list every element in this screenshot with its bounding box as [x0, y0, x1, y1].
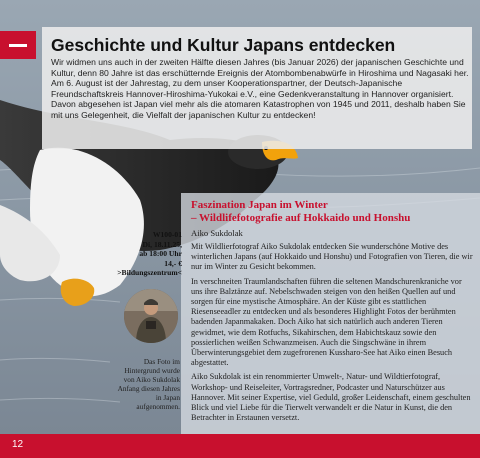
article-title-line2: – Wildlifefotografie auf Hokkaido und Honshu	[191, 212, 411, 224]
event-info	[112, 230, 182, 278]
article-author: Aiko Sukdolak	[191, 228, 243, 238]
article-paragraph: In verschneiten Traumlandschaften führen die seltenen Mandschurenkraniche vor uns ihre Balztänze auf. Nebelschwaden steigen von den heißen Quellen auf und sorgen für eine mystische Atmosphäre. An der Küste gibt es stattlichen Riesenseeadler zu entdecken und als besonderes Highlight Fotos der berühmten badenden Japanmakaken. Doch Aiko hat sich natürlich auch anderen Tieren gewidmet, wie dem Rotfuchs, Sikahirschen, dem Habichtskauz sowie den possierlichen weißen Schwanzmeisen. Auch die Singschwäne in ihrem Überwinterungsgebiet dem zugefrorenen Kussharo-See hat Aiko einen Besuch abgestattet.	[191, 276, 462, 368]
intro-text: Wir widmen uns auch in der zweiten Hälfte diesen Jahres (bis Januar 2026) der japanischen Geschichte und Kultur, denn 80 Jahre ist das erschütternde Ereignis der Atombombenabwürfe in Hiroshima und Nagasaki her. Am 6. August ist der Jahrestag, zu dem unser Kooperationspartner, der Deutsch-Japanische Freundschaftskreis Hannover-Hiroshima-Yukokai e.V., eine Gedenkveranstaltung in Hannover organisiert. Davon abgesehen ist Japan viel mehr als die atomaren Katastrophen von 1945 und 2011, deshalb haben Sie mit uns Gelegenheit, die Vielfalt der japanischen Kultur zu entdecken!	[51, 57, 469, 120]
author-portrait	[124, 289, 178, 343]
article-body	[191, 242, 475, 427]
event-venue: >Bildungszentrum<	[117, 268, 182, 278]
article-title	[191, 199, 476, 225]
section-marker-bar	[9, 44, 27, 47]
event-code: W100-01	[152, 230, 182, 239]
section-marker	[0, 31, 36, 59]
footer-bar	[0, 434, 480, 458]
event-date: Di, 18.11.25,	[142, 239, 182, 249]
event-price: 14,- €	[164, 258, 182, 268]
article-paragraph: Mit Wildlierfotograf Aiko Sukdolak entdecken Sie wunderschöne Motive des winterlichen Japans (auf Hokkaido und Honshu) und Fotografien von Tieren, die wir nur im Winter zu Gesicht bekommen.	[191, 242, 473, 272]
photo-caption: Das Foto im Hintergrund wurde von Aiko Sukdolak Anfang diesen Jahres in Japan aufgenommen.	[117, 357, 180, 411]
article-title-line1: Faszination Japan im Winter	[191, 199, 328, 211]
page-number: 12	[12, 439, 24, 450]
portrait-image	[124, 289, 178, 343]
article-paragraph: Aiko Sukdolak ist ein renommierter Umwelt-, Natur- und Wildtierfotograf, Workshop- und Reiseleiter, Vortragsredner, Podcaster und Naturschützer aus Hannover. Mit seiner Expertise, viel Geduld, großer Leidenschaft, einem geschulten Blick und viel Liebe für die Tierwelt verwandelt er die Natur in Kunst, die den Betrachter in Erstaunen versetzt.	[191, 372, 471, 423]
event-time: ab 18:00 Uhr	[139, 249, 182, 259]
page-title: Geschichte und Kultur Japans entdecken	[51, 35, 396, 55]
